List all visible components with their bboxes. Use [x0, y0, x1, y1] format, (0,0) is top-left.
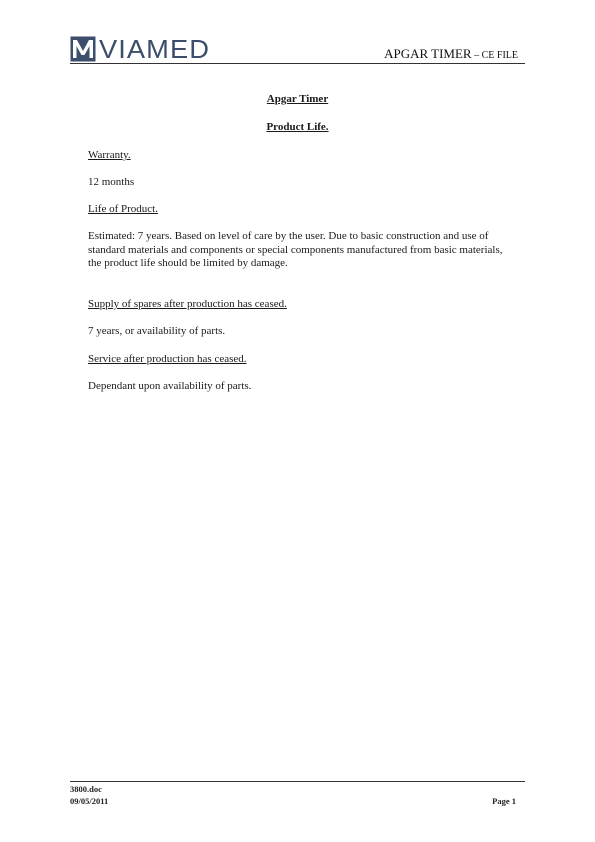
- warranty-heading: Warranty.: [88, 149, 131, 161]
- footer-page-number: Page 1: [492, 796, 516, 806]
- service-heading: Service after production has ceased.: [88, 353, 247, 365]
- doc-title-separator: –: [471, 50, 482, 61]
- logo-text: VIAMED: [99, 34, 210, 64]
- warranty-value: 12 months: [88, 176, 135, 188]
- header-divider: [70, 63, 525, 64]
- footer-file-name: 3800.doc: [70, 784, 102, 794]
- life-of-product-heading: Life of Product.: [88, 203, 158, 215]
- spares-heading: Supply of spares after production has ceased.: [88, 298, 287, 310]
- spares-value: 7 years, or availability of parts.: [88, 325, 226, 337]
- service-value: Dependant upon availability of parts.: [88, 380, 252, 392]
- viamed-logo-icon: [70, 36, 96, 62]
- page-title: Apgar Timer: [266, 93, 329, 105]
- doc-title-subtitle: CE FILE: [481, 50, 518, 61]
- document-title: [384, 46, 518, 62]
- viamed-logo: [70, 34, 210, 64]
- footer-divider: [70, 781, 525, 782]
- life-of-product-text: Estimated: 7 years. Based on level of care by the user. Due to basic construction and use of standard materials and components or special components manufactured from basic materials, the product life should be limited by damage.: [88, 230, 503, 269]
- footer-date: 09/05/2011: [70, 796, 109, 806]
- doc-title-main: APGAR TIMER: [384, 46, 472, 61]
- page-subtitle: Product Life.: [266, 121, 329, 133]
